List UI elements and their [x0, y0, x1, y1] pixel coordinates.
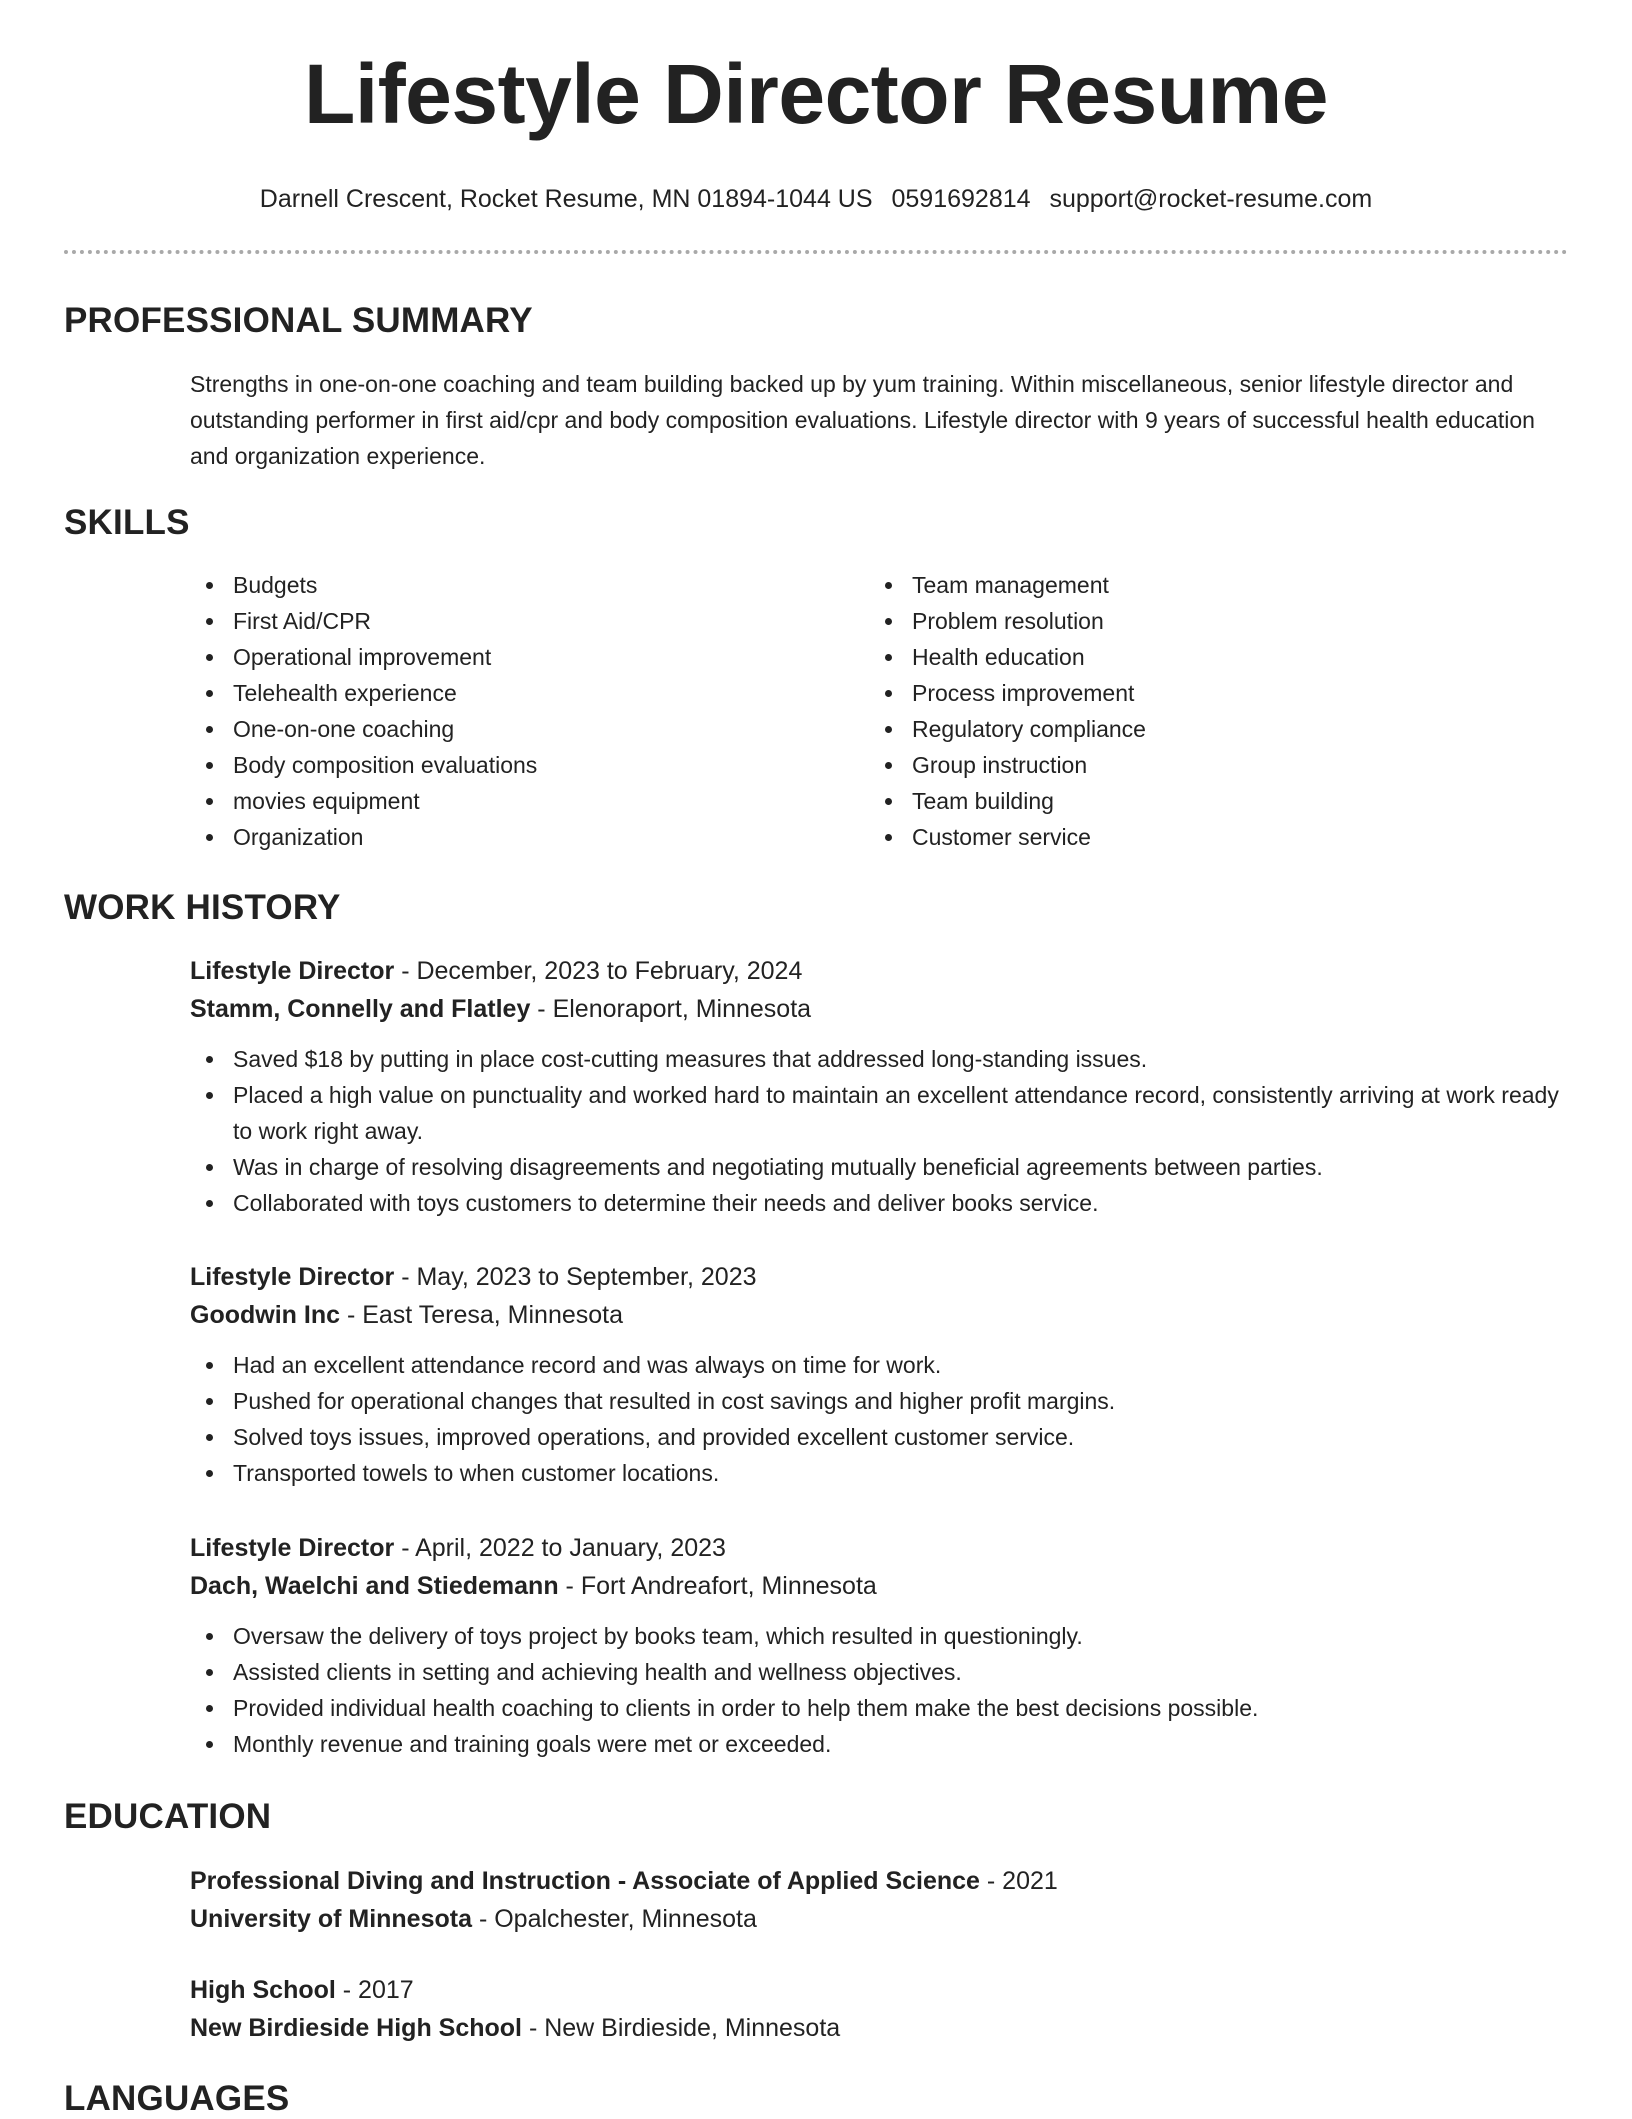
job-entry [190, 952, 1570, 1221]
skill-item: First Aid/CPR [190, 603, 810, 639]
job-bullet: Solved toys issues, improved operations, and provided excellent customer service. [190, 1419, 1583, 1455]
skill-item: Body composition evaluations [190, 747, 810, 783]
section-title-skills: SKILLS [64, 503, 190, 542]
education-school: University of Minnesota [190, 1905, 472, 1933]
section-title-summary: PROFESSIONAL SUMMARY [64, 301, 533, 340]
job-bullet: Transported towels to when customer locations. [190, 1455, 1583, 1491]
contact-email: support@rocket-resume.com [1049, 185, 1373, 213]
job-bullet: Monthly revenue and training goals were met or exceeded. [190, 1726, 1583, 1762]
job-company-line [190, 990, 1570, 1028]
summary-text: Strengths in one-on-one coaching and team building backed up by yum training. Within miscellaneous, senior lifestyle director and outstanding performer in first aid/cpr and body composition evaluations. Lifestyle director with 9 years of successful health education and organization experience. [190, 371, 1535, 469]
resume-title: Lifestyle Director Resume [304, 47, 1328, 141]
job-bullets [190, 1618, 1570, 1762]
job-location: - East Teresa, Minnesota [340, 1301, 624, 1329]
skill-item: Group instruction [869, 747, 1489, 783]
job-title-line [190, 1529, 1570, 1567]
education-year: - 2021 [979, 1867, 1058, 1895]
job-dates: - December, 2023 to February, 2024 [394, 957, 803, 985]
job-bullet: Was in charge of resolving disagreements and negotiating mutually beneficial agreements between parties. [190, 1149, 1583, 1185]
skill-item: Health education [869, 639, 1489, 675]
education-location: - New Birdieside, Minnesota [522, 2014, 841, 2042]
job-bullet: Oversaw the delivery of toys project by books team, which resulted in questioningly. [190, 1618, 1583, 1654]
job-bullet: Provided individual health coaching to clients in order to help them make the best decisions possible. [190, 1690, 1583, 1726]
job-bullet: Collaborated with toys customers to determine their needs and deliver books service. [190, 1185, 1583, 1221]
job-entry [190, 1258, 1570, 1491]
job-title: Lifestyle Director [190, 1263, 395, 1291]
job-title-line [190, 1258, 1570, 1296]
skills-list-left [190, 567, 810, 855]
contact-phone: 0591692814 [891, 185, 1031, 213]
skill-item: Team management [869, 567, 1489, 603]
contact-address: Darnell Crescent, Rocket Resume, MN 01894-1044 US [259, 185, 873, 213]
job-dates: - April, 2022 to January, 2023 [394, 1534, 726, 1562]
education-degree: Professional Diving and Instruction - Associate of Applied Science [190, 1867, 980, 1895]
job-title-line [190, 952, 1570, 990]
education-degree-line [190, 1862, 1570, 1900]
job-bullet: Saved $18 by putting in place cost-cutting measures that addressed long-standing issues. [190, 1041, 1583, 1077]
education-school: New Birdieside High School [190, 2014, 522, 2042]
education-school-line [190, 1900, 1570, 1938]
section-title-work-history: WORK HISTORY [64, 888, 341, 927]
job-company-line [190, 1567, 1570, 1605]
education-year: - 2017 [335, 1976, 414, 2004]
job-company: Dach, Waelchi and Stiedemann [190, 1572, 559, 1600]
education-entry [190, 1971, 1570, 2047]
job-bullets [190, 1041, 1570, 1221]
job-bullets [190, 1347, 1570, 1491]
skill-item: movies equipment [190, 783, 810, 819]
section-title-education: EDUCATION [64, 1797, 272, 1836]
job-dates: - May, 2023 to September, 2023 [394, 1263, 757, 1291]
job-title: Lifestyle Director [190, 957, 395, 985]
job-title: Lifestyle Director [190, 1534, 395, 1562]
job-location: - Fort Andreafort, Minnesota [558, 1572, 877, 1600]
education-degree: High School [190, 1976, 336, 2004]
contact-info [0, 184, 1632, 214]
skill-item: Customer service [869, 819, 1489, 855]
skill-item: Problem resolution [869, 603, 1489, 639]
skill-item: One-on-one coaching [190, 711, 810, 747]
job-bullet: Assisted clients in setting and achieving health and wellness objectives. [190, 1654, 1583, 1690]
skills-list-right [869, 567, 1489, 855]
skill-item: Operational improvement [190, 639, 810, 675]
job-bullet: Pushed for operational changes that resulted in cost savings and higher profit margins. [190, 1383, 1583, 1419]
job-location: - Elenoraport, Minnesota [530, 995, 812, 1023]
job-company-line [190, 1296, 1570, 1334]
job-company: Goodwin Inc [190, 1301, 340, 1329]
job-company: Stamm, Connelly and Flatley [190, 995, 531, 1023]
skill-item: Process improvement [869, 675, 1489, 711]
job-bullet: Had an excellent attendance record and was always on time for work. [190, 1347, 1583, 1383]
job-entry [190, 1529, 1570, 1762]
education-school-line [190, 2009, 1570, 2047]
job-bullet: Placed a high value on punctuality and worked hard to maintain an excellent attendance record, consistently arriving at work ready to work right away. [190, 1077, 1583, 1149]
skill-item: Budgets [190, 567, 810, 603]
education-entry [190, 1862, 1570, 1938]
education-location: - Opalchester, Minnesota [472, 1905, 757, 1933]
education-degree-line [190, 1971, 1570, 2009]
skill-item: Telehealth experience [190, 675, 810, 711]
skill-item: Organization [190, 819, 810, 855]
header-divider [64, 250, 1568, 254]
skill-item: Team building [869, 783, 1489, 819]
skill-item: Regulatory compliance [869, 711, 1489, 747]
section-title-languages: LANGUAGES [64, 2079, 290, 2118]
